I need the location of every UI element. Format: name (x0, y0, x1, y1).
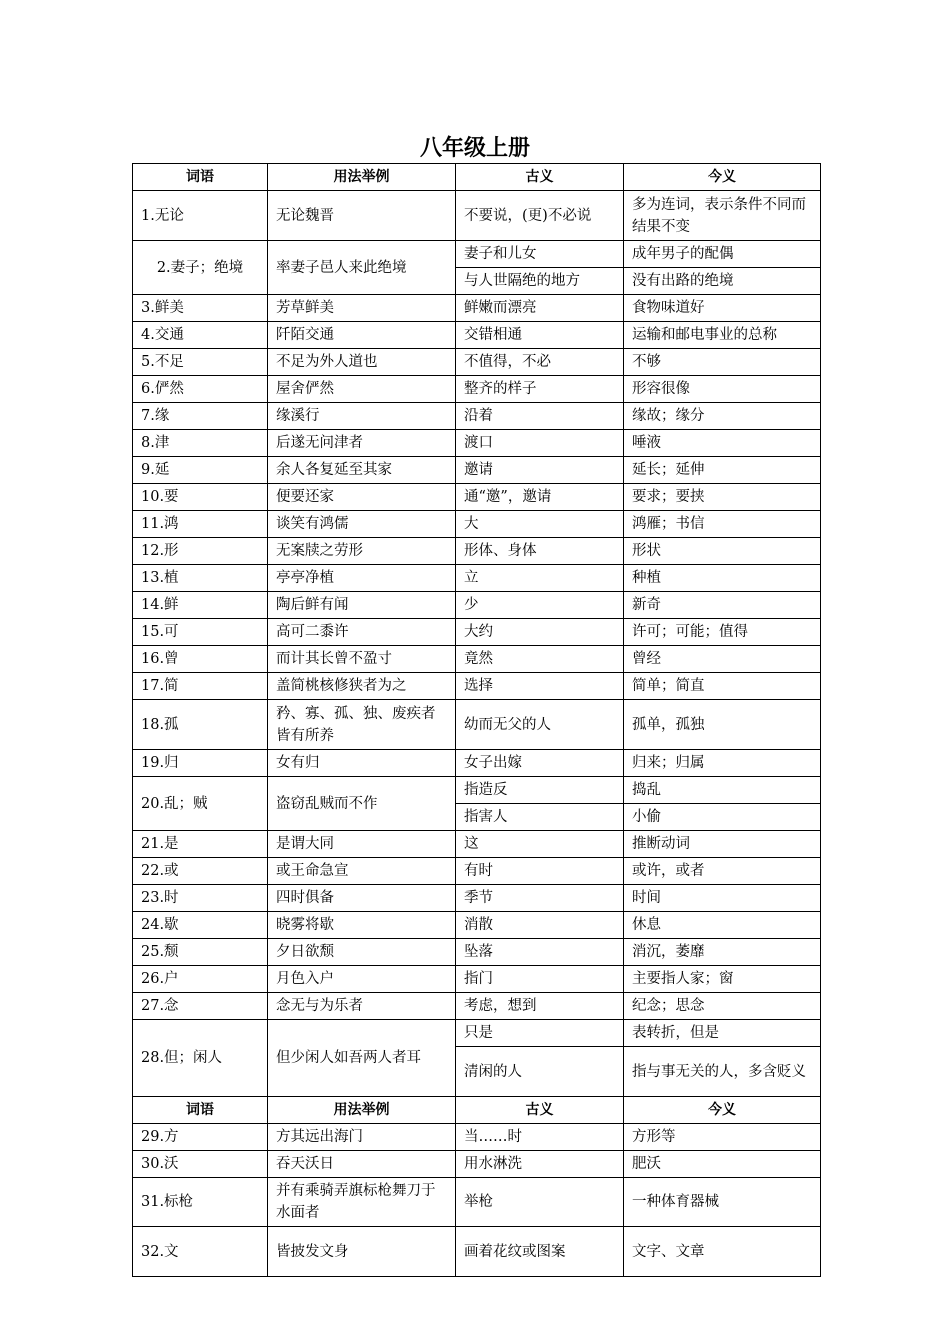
word-cell: 25.颓 (133, 939, 268, 966)
modern-meaning-cell: 主要指人家；窗 (624, 966, 821, 993)
table-row (133, 700, 821, 750)
column-header: 今义 (624, 1097, 821, 1124)
table-row (133, 993, 821, 1020)
ancient-meaning-cell: 邀请 (456, 457, 624, 484)
modern-meaning-cell: 种植 (624, 565, 821, 592)
ancient-meaning-cell: 形体、身体 (456, 538, 624, 565)
example-cell: 无论魏晋 (268, 191, 456, 241)
example-cell: 阡陌交通 (268, 322, 456, 349)
example-cell: 但少闲人如吾两人者耳 (268, 1020, 456, 1097)
modern-meaning-cell: 延长；延伸 (624, 457, 821, 484)
ancient-meaning-cell: 与人世隔绝的地方 (456, 268, 624, 295)
example-cell: 晓雾将歇 (268, 912, 456, 939)
modern-meaning-cell: 推断动词 (624, 831, 821, 858)
modern-meaning-cell: 一种体育器械 (624, 1178, 821, 1227)
ancient-meaning-cell: 有时 (456, 858, 624, 885)
table-row (133, 538, 821, 565)
modern-meaning-cell: 成年男子的配偶 (624, 241, 821, 268)
modern-meaning-cell: 缘故；缘分 (624, 403, 821, 430)
ancient-meaning-cell: 举枪 (456, 1178, 624, 1227)
modern-meaning-cell: 表转折，但是 (624, 1020, 821, 1047)
column-header: 用法举例 (268, 1097, 456, 1124)
page-title: 八年级上册 (419, 136, 530, 161)
example-cell: 皆披发文身 (268, 1227, 456, 1277)
modern-meaning-cell: 孤单，孤独 (624, 700, 821, 750)
table-row (133, 349, 821, 376)
modern-meaning-cell: 鸿雁；书信 (624, 511, 821, 538)
table-row (133, 565, 821, 592)
example-cell: 无案牍之劳形 (268, 538, 456, 565)
word-cell: 20.乱；贼 (133, 777, 268, 831)
example-cell: 月色入户 (268, 966, 456, 993)
ancient-meaning-cell: 指门 (456, 966, 624, 993)
table-row (133, 619, 821, 646)
word-cell: 18.孤 (133, 700, 268, 750)
word-cell: 5.不足 (133, 349, 268, 376)
word-cell: 17.简 (133, 673, 268, 700)
ancient-meaning-cell: 立 (456, 565, 624, 592)
modern-meaning-cell: 要求；要挟 (624, 484, 821, 511)
ancient-meaning-cell: 少 (456, 592, 624, 619)
ancient-meaning-cell: 竟然 (456, 646, 624, 673)
modern-meaning-cell: 形状 (624, 538, 821, 565)
ancient-meaning-cell: 当……时 (456, 1124, 624, 1151)
modern-meaning-cell: 纪念；思念 (624, 993, 821, 1020)
vocab-table (132, 163, 821, 1277)
modern-meaning-cell: 不够 (624, 349, 821, 376)
word-cell: 1.无论 (133, 191, 268, 241)
example-cell: 女有归 (268, 750, 456, 777)
word-cell: 4.交通 (133, 322, 268, 349)
example-cell: 陶后鲜有闻 (268, 592, 456, 619)
table-header-row (133, 164, 821, 191)
table-row (133, 241, 821, 268)
word-cell: 10.要 (133, 484, 268, 511)
word-cell: 2.妻子；绝境 (133, 241, 268, 295)
word-cell: 23.时 (133, 885, 268, 912)
modern-meaning-cell: 指与事无关的人，多含贬义 (624, 1047, 821, 1097)
ancient-meaning-cell: 不值得，不必 (456, 349, 624, 376)
table-row (133, 457, 821, 484)
example-cell: 高可二黍许 (268, 619, 456, 646)
column-header: 词语 (133, 1097, 268, 1124)
ancient-meaning-cell: 指造反 (456, 777, 624, 804)
example-cell: 芳草鲜美 (268, 295, 456, 322)
table-row (133, 295, 821, 322)
modern-meaning-cell: 形容很像 (624, 376, 821, 403)
example-cell: 后遂无问津者 (268, 430, 456, 457)
modern-meaning-cell: 没有出路的绝境 (624, 268, 821, 295)
example-cell: 方其远出海门 (268, 1124, 456, 1151)
example-cell: 盖简桃核修狭者为之 (268, 673, 456, 700)
column-header: 用法举例 (268, 164, 456, 191)
table-row (133, 403, 821, 430)
word-cell: 11.鸿 (133, 511, 268, 538)
ancient-meaning-cell: 这 (456, 831, 624, 858)
table-row (133, 1151, 821, 1178)
modern-meaning-cell: 时间 (624, 885, 821, 912)
word-cell: 31.标枪 (133, 1178, 268, 1227)
example-cell: 念无与为乐者 (268, 993, 456, 1020)
table-row (133, 777, 821, 804)
modern-meaning-cell: 消沉，萎靡 (624, 939, 821, 966)
word-cell: 6.俨然 (133, 376, 268, 403)
table-row (133, 646, 821, 673)
modern-meaning-cell: 食物味道好 (624, 295, 821, 322)
ancient-meaning-cell: 大约 (456, 619, 624, 646)
ancient-meaning-cell: 指害人 (456, 804, 624, 831)
example-cell: 而计其长曾不盈寸 (268, 646, 456, 673)
table-row (133, 484, 821, 511)
example-cell: 不足为外人道也 (268, 349, 456, 376)
table-row (133, 322, 821, 349)
ancient-meaning-cell: 只是 (456, 1020, 624, 1047)
modern-meaning-cell: 许可；可能；值得 (624, 619, 821, 646)
word-cell: 3.鲜美 (133, 295, 268, 322)
column-header: 今义 (624, 164, 821, 191)
table-row (133, 939, 821, 966)
word-cell: 19.归 (133, 750, 268, 777)
ancient-meaning-cell: 交错相通 (456, 322, 624, 349)
column-header: 古义 (456, 1097, 624, 1124)
ancient-meaning-cell: 渡口 (456, 430, 624, 457)
table-row (133, 430, 821, 457)
word-cell: 26.户 (133, 966, 268, 993)
example-cell: 四时俱备 (268, 885, 456, 912)
word-cell: 7.缘 (133, 403, 268, 430)
column-header: 词语 (133, 164, 268, 191)
ancient-meaning-cell: 清闲的人 (456, 1047, 624, 1097)
ancient-meaning-cell: 坠落 (456, 939, 624, 966)
modern-meaning-cell: 肥沃 (624, 1151, 821, 1178)
modern-meaning-cell: 新奇 (624, 592, 821, 619)
table-row (133, 592, 821, 619)
table-row (133, 885, 821, 912)
ancient-meaning-cell: 消散 (456, 912, 624, 939)
word-cell: 28.但；闲人 (133, 1020, 268, 1097)
example-cell: 亭亭净植 (268, 565, 456, 592)
word-cell: 21.是 (133, 831, 268, 858)
ancient-meaning-cell: 考虑，想到 (456, 993, 624, 1020)
modern-meaning-cell: 曾经 (624, 646, 821, 673)
example-cell: 吞天沃日 (268, 1151, 456, 1178)
ancient-meaning-cell: 选择 (456, 673, 624, 700)
table-row (133, 912, 821, 939)
table-row (133, 750, 821, 777)
example-cell: 盗窃乱贼而不作 (268, 777, 456, 831)
modern-meaning-cell: 捣乱 (624, 777, 821, 804)
ancient-meaning-cell: 妻子和儿女 (456, 241, 624, 268)
table-row (133, 1227, 821, 1277)
ancient-meaning-cell: 整齐的样子 (456, 376, 624, 403)
table-row (133, 511, 821, 538)
table-row (133, 1020, 821, 1047)
table-row (133, 191, 821, 241)
word-cell: 15.可 (133, 619, 268, 646)
word-cell: 22.或 (133, 858, 268, 885)
ancient-meaning-cell: 用水淋洗 (456, 1151, 624, 1178)
column-header: 古义 (456, 164, 624, 191)
table-row (133, 1178, 821, 1227)
ancient-meaning-cell: 通“邀”，邀请 (456, 484, 624, 511)
word-cell: 8.津 (133, 430, 268, 457)
example-cell: 是谓大同 (268, 831, 456, 858)
ancient-meaning-cell: 不要说，(更)不必说 (456, 191, 624, 241)
table-row (133, 376, 821, 403)
word-cell: 12.形 (133, 538, 268, 565)
ancient-meaning-cell: 画着花纹或图案 (456, 1227, 624, 1277)
ancient-meaning-cell: 大 (456, 511, 624, 538)
word-cell: 24.歇 (133, 912, 268, 939)
modern-meaning-cell: 方形等 (624, 1124, 821, 1151)
word-cell: 16.曾 (133, 646, 268, 673)
modern-meaning-cell: 归来；归属 (624, 750, 821, 777)
example-cell: 夕日欲颓 (268, 939, 456, 966)
word-cell: 29.方 (133, 1124, 268, 1151)
table-row (133, 673, 821, 700)
modern-meaning-cell: 或许，或者 (624, 858, 821, 885)
ancient-meaning-cell: 幼而无父的人 (456, 700, 624, 750)
modern-meaning-cell: 多为连词，表示条件不同而结果不变 (624, 191, 821, 241)
table-row (133, 858, 821, 885)
word-cell: 27.念 (133, 993, 268, 1020)
modern-meaning-cell: 小偷 (624, 804, 821, 831)
example-cell: 缘溪行 (268, 403, 456, 430)
example-cell: 并有乘骑弄旗标枪舞刀于水面者 (268, 1178, 456, 1227)
word-cell: 32.文 (133, 1227, 268, 1277)
table-row (133, 966, 821, 993)
modern-meaning-cell: 简单；简直 (624, 673, 821, 700)
word-cell: 30.沃 (133, 1151, 268, 1178)
ancient-meaning-cell: 季节 (456, 885, 624, 912)
word-cell: 14.鲜 (133, 592, 268, 619)
example-cell: 或王命急宣 (268, 858, 456, 885)
example-cell: 率妻子邑人来此绝境 (268, 241, 456, 295)
table-row (133, 831, 821, 858)
table-header-row (133, 1097, 821, 1124)
ancient-meaning-cell: 沿着 (456, 403, 624, 430)
example-cell: 矜、寡、孤、独、废疾者皆有所养 (268, 700, 456, 750)
example-cell: 便要还家 (268, 484, 456, 511)
modern-meaning-cell: 文字、文章 (624, 1227, 821, 1277)
modern-meaning-cell: 休息 (624, 912, 821, 939)
ancient-meaning-cell: 女子出嫁 (456, 750, 624, 777)
word-cell: 9.延 (133, 457, 268, 484)
table-row (133, 1124, 821, 1151)
modern-meaning-cell: 唾液 (624, 430, 821, 457)
example-cell: 谈笑有鸿儒 (268, 511, 456, 538)
ancient-meaning-cell: 鲜嫩而漂亮 (456, 295, 624, 322)
example-cell: 余人各复延至其家 (268, 457, 456, 484)
example-cell: 屋舍俨然 (268, 376, 456, 403)
word-cell: 13.植 (133, 565, 268, 592)
modern-meaning-cell: 运输和邮电事业的总称 (624, 322, 821, 349)
